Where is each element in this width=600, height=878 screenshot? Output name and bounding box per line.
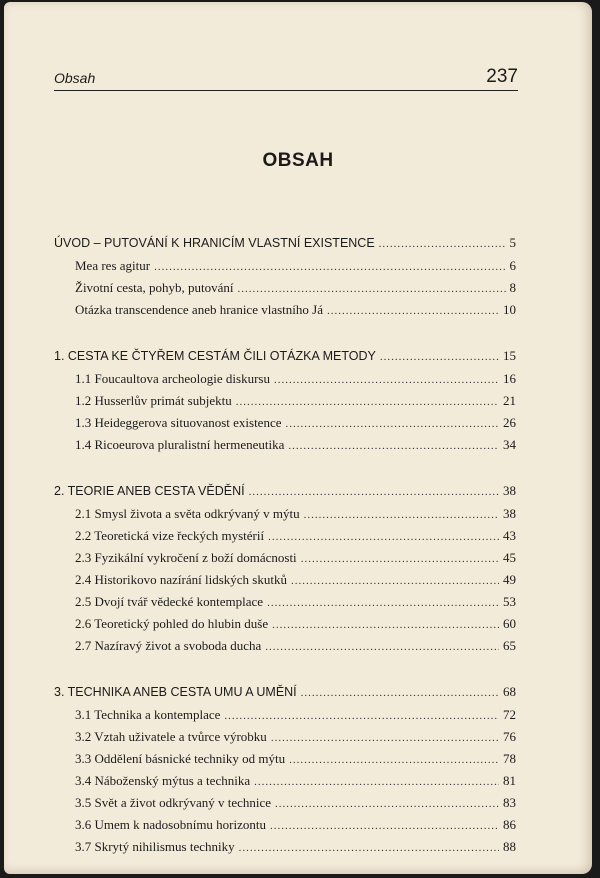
toc-entry-page: 76 xyxy=(503,729,516,744)
toc-entry xyxy=(54,437,516,459)
toc-entry-page: 60 xyxy=(503,616,516,631)
toc-entry-title: 1.2 Husserlův primát subjektu xyxy=(75,393,232,408)
page-number: 237 xyxy=(486,66,518,87)
dot-leader xyxy=(271,732,499,744)
toc-entry xyxy=(54,773,516,795)
toc-entry-title: 3.2 Vztah uživatele a tvůrce výrobku xyxy=(75,729,267,744)
toc-entry-page: 21 xyxy=(503,393,516,408)
toc-entry xyxy=(54,302,516,324)
toc-entry-page: 78 xyxy=(503,751,516,766)
dot-leader xyxy=(291,575,499,587)
chapter-spacer xyxy=(54,660,516,684)
toc-entry-title: 2.2 Teoretická vize řeckých mystérií xyxy=(75,528,265,543)
toc-entry-title: 3.1 Technika a kontemplace xyxy=(75,707,221,722)
dot-leader xyxy=(254,776,499,788)
dot-leader xyxy=(272,619,499,631)
dot-leader xyxy=(239,842,499,854)
toc-entry xyxy=(54,707,516,729)
toc-entry xyxy=(54,616,516,638)
dot-leader xyxy=(289,754,499,766)
toc-entry-page: 38 xyxy=(503,506,516,521)
toc-entry-page: 34 xyxy=(503,437,516,452)
toc-entry-page: 6 xyxy=(509,258,516,273)
running-header xyxy=(54,64,518,91)
toc-entry-title: 3.7 Skrytý nihilismus techniky xyxy=(75,839,235,854)
toc-chapter-page: 38 xyxy=(503,483,516,498)
toc-entry-title: Mea res agitur xyxy=(75,258,151,273)
dot-leader xyxy=(265,641,499,653)
toc-entry-page: 86 xyxy=(503,817,516,832)
toc-entry-page: 8 xyxy=(509,280,516,295)
toc-entry xyxy=(54,594,516,616)
dot-leader xyxy=(380,351,499,363)
page-title: OBSAH xyxy=(262,150,334,171)
toc-entry xyxy=(54,572,516,594)
toc-entry xyxy=(54,371,516,393)
toc-entry-page: 53 xyxy=(503,594,516,609)
toc-entry-title: 3.3 Oddělení básnické techniky od mýtu xyxy=(75,751,286,766)
dot-leader xyxy=(270,820,499,832)
toc-chapter-page: 68 xyxy=(503,684,516,699)
toc-entry-page: 88 xyxy=(503,839,516,854)
toc-entry-title: Otázka transcendence aneb hranice vlastního Já xyxy=(75,302,323,317)
toc-chapter-page: 5 xyxy=(509,235,516,250)
toc-entry xyxy=(54,729,516,751)
toc-entry-page: 49 xyxy=(503,572,516,587)
toc-entry-title: 2.1 Smysl života a světa odkrývaný v mýtu xyxy=(75,506,300,521)
toc-entry-page: 26 xyxy=(503,415,516,430)
running-header-section: Obsah xyxy=(54,70,96,86)
dot-leader xyxy=(301,553,499,565)
dot-leader xyxy=(236,396,499,408)
dot-leader xyxy=(238,283,506,295)
toc-entry-page: 10 xyxy=(503,302,516,317)
chapter-spacer xyxy=(54,459,516,483)
toc-entry xyxy=(54,506,516,528)
toc-chapter-title: 3. TECHNIKA ANEB CESTA UMU A UMĚNÍ xyxy=(54,685,297,699)
toc-entry-title: 3.4 Náboženský mýtus a technika xyxy=(75,773,251,788)
toc-entry xyxy=(54,550,516,572)
toc-entry xyxy=(54,393,516,415)
chapter-spacer xyxy=(54,324,516,348)
toc-entry-page: 81 xyxy=(503,773,516,788)
toc-entry-title: Životní cesta, pohyb, putování xyxy=(75,280,234,295)
book-page xyxy=(4,2,592,874)
toc-chapter-page: 15 xyxy=(503,348,516,363)
dot-leader xyxy=(224,710,499,722)
dot-leader xyxy=(327,305,499,317)
dot-leader xyxy=(274,374,499,386)
toc-entry-title: 3.6 Umem k nadosobnímu horizontu xyxy=(75,817,267,832)
toc-entry xyxy=(54,839,516,861)
toc-entry-title: 1.1 Foucaultova archeologie diskursu xyxy=(75,371,270,386)
toc-entry-title: 1.3 Heideggerova situovanost existence xyxy=(75,415,282,430)
dot-leader xyxy=(288,440,499,452)
toc-chapter xyxy=(54,684,516,707)
dot-leader xyxy=(154,261,505,273)
toc-entry-page: 83 xyxy=(503,795,516,810)
toc-entry-title: 2.5 Dvojí tvář vědecké kontemplace xyxy=(75,594,264,609)
toc-entry xyxy=(54,638,516,660)
dot-leader xyxy=(275,798,499,810)
toc-entry-title: 2.3 Fyzikální vykročení z boží domácnosti xyxy=(75,550,297,565)
toc-entry-title: 2.7 Nazíravý život a svoboda ducha xyxy=(75,638,262,653)
toc-entry-page: 65 xyxy=(503,638,516,653)
dot-leader xyxy=(304,509,499,521)
toc-entry-page: 45 xyxy=(503,550,516,565)
toc-entry-title: 2.6 Teoretický pohled do hlubin duše xyxy=(75,616,269,631)
toc-entry-page: 72 xyxy=(503,707,516,722)
dot-leader xyxy=(249,486,499,498)
table-of-contents xyxy=(54,235,516,861)
dot-leader xyxy=(267,597,499,609)
toc-chapter xyxy=(54,348,516,371)
dot-leader xyxy=(286,418,500,430)
toc-entry xyxy=(54,280,516,302)
toc-chapter-title: ÚVOD – PUTOVÁNÍ K HRANICÍM VLASTNÍ EXISTENCE xyxy=(54,236,375,250)
toc-entry xyxy=(54,528,516,550)
toc-entry-title: 3.5 Svět a život odkrývaný v technice xyxy=(75,795,272,810)
toc-entry-page: 16 xyxy=(503,371,516,386)
toc-entry-title: 1.4 Ricoeurova pluralistní hermeneutika xyxy=(75,437,285,452)
toc-chapter-title: 2. TEORIE ANEB CESTA VĚDĚNÍ xyxy=(54,484,245,498)
toc-entry xyxy=(54,258,516,280)
toc-entry xyxy=(54,415,516,437)
toc-entry xyxy=(54,795,516,817)
toc-chapter-title: 1. CESTA KE ČTYŘEM CESTÁM ČILI OTÁZKA METODY xyxy=(54,349,376,363)
dot-leader xyxy=(268,531,499,543)
toc-chapter xyxy=(54,235,516,258)
toc-chapter xyxy=(54,483,516,506)
toc-entry-page: 43 xyxy=(503,528,516,543)
toc-entry xyxy=(54,751,516,773)
dot-leader xyxy=(379,238,506,250)
toc-entry-title: 2.4 Historikovo nazírání lidských skutků xyxy=(75,572,287,587)
toc-entry xyxy=(54,817,516,839)
dot-leader xyxy=(301,687,499,699)
